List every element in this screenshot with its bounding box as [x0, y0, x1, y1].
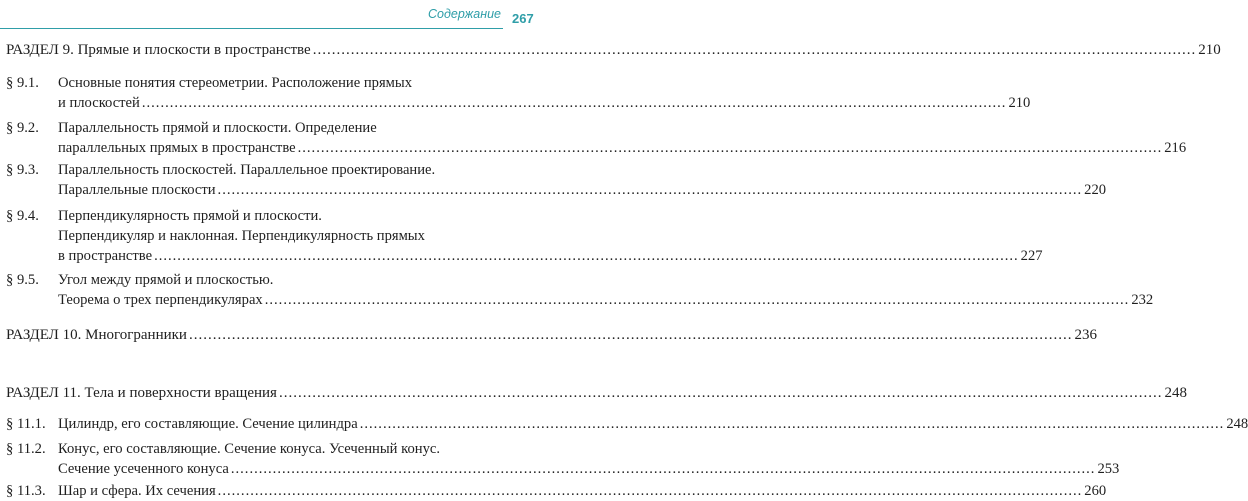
toc-entry-title: Сечение усеченного конуса	[58, 461, 229, 477]
toc-subsection-line[interactable]	[0, 290, 1154, 310]
toc-entry-number: § 11.3.	[6, 483, 46, 499]
toc-entry-title: РАЗДЕЛ 10. Многогранники	[6, 327, 187, 343]
dot-leader: ..........................................................................................................................................................................................	[217, 483, 1083, 499]
toc-entry-title: Цилиндр, его составляющие. Сечение цилиндра	[58, 416, 358, 432]
dot-leader: ..........................................................................................................................................................................................	[297, 140, 1163, 156]
toc-subsection-line[interactable]	[0, 246, 1043, 266]
toc-subsection-line[interactable]	[0, 439, 538, 459]
dot-leader: ..........................................................................................................................................................................................	[141, 95, 1007, 111]
toc-entry-title: в пространстве	[58, 248, 153, 264]
toc-subsection-line[interactable]	[0, 459, 1120, 479]
toc-entry-title: РАЗДЕЛ 9. Прямые и плоскости в пространстве	[6, 42, 311, 58]
toc-entry-title: Конус, его составляющие. Сечение конуса. Усеченный конус.	[58, 441, 440, 457]
toc-subsection-line[interactable]	[0, 118, 538, 138]
toc-subsection-line[interactable]	[0, 270, 538, 290]
toc-page-number: 227	[1020, 248, 1043, 264]
toc-entry-title: Угол между прямой и плоскостью.	[58, 272, 274, 288]
toc-section-entry[interactable]	[0, 325, 1097, 345]
toc-page-number: 220	[1084, 182, 1107, 198]
toc-subsection-line[interactable]	[0, 138, 1187, 158]
toc-entry-title: и плоскостей	[58, 95, 140, 111]
toc-entry-title: Параллельность плоскостей. Параллельное проектирование.	[58, 162, 436, 178]
toc-entry-title: Перпендикулярность прямой и плоскости.	[58, 208, 322, 224]
page-number: 267	[512, 11, 534, 26]
dot-leader: ..........................................................................................................................................................................................	[230, 461, 1096, 477]
toc-page-number: 248	[1164, 385, 1187, 401]
running-header-title: Содержание	[428, 7, 501, 21]
toc-subsection-line[interactable]	[0, 160, 538, 180]
toc-subsection-line[interactable]	[0, 93, 1031, 113]
toc-page-number: 248	[1226, 416, 1248, 432]
toc-subsection-line[interactable]	[0, 414, 1248, 434]
toc-page-number: 253	[1097, 461, 1120, 477]
toc-entry-number: § 11.1.	[6, 416, 46, 432]
toc-page-number: 216	[1164, 140, 1187, 156]
toc-entry-number: § 11.2.	[6, 441, 46, 457]
dot-leader: ..........................................................................................................................................................................................	[359, 416, 1225, 432]
toc-entry-number: § 9.2.	[6, 120, 39, 136]
toc-subsection-line[interactable]	[0, 180, 1107, 200]
toc-entry-title: Основные понятия стереометрии. Расположение прямых	[58, 75, 413, 91]
toc-entry-title: Параллельные плоскости	[58, 182, 216, 198]
dot-leader: ..........................................................................................................................................................................................	[154, 248, 1019, 264]
toc-entry-title: Теорема о трех перпендикулярах	[58, 292, 263, 308]
toc-subsection-line[interactable]	[0, 206, 538, 226]
page-header	[0, 0, 550, 36]
toc-entry-number: § 9.3.	[6, 162, 39, 178]
toc-section-entry[interactable]	[0, 40, 1221, 60]
dot-leader: ..........................................................................................................................................................................................	[217, 182, 1083, 198]
toc-subsection-line[interactable]	[0, 226, 538, 246]
toc-page-number: 232	[1131, 292, 1154, 308]
toc-page-number: 260	[1084, 483, 1107, 499]
toc-entry-title: Параллельность прямой и плоскости. Определение	[58, 120, 377, 136]
header-rule	[0, 28, 503, 29]
toc-entry-number: § 9.5.	[6, 272, 39, 288]
toc-subsection-line[interactable]	[0, 73, 538, 93]
dot-leader: ..........................................................................................................................................................................................	[312, 42, 1197, 58]
dot-leader: ..........................................................................................................................................................................................	[278, 385, 1163, 401]
toc-entry-title: РАЗДЕЛ 11. Тела и поверхности вращения	[6, 385, 277, 401]
dot-leader: ..........................................................................................................................................................................................	[264, 292, 1130, 308]
toc-page-number: 236	[1074, 327, 1097, 343]
dot-leader: ..........................................................................................................................................................................................	[188, 327, 1073, 343]
toc-entry-title: параллельных прямых в пространстве	[58, 140, 296, 156]
toc-entry-title: Перпендикуляр и наклонная. Перпендикулярность прямых	[58, 228, 425, 244]
toc-section-entry[interactable]	[0, 383, 1187, 403]
toc-entry-number: § 9.4.	[6, 208, 39, 224]
toc-page-number: 210	[1008, 95, 1031, 111]
toc-subsection-line[interactable]	[0, 481, 1107, 501]
toc-entry-title: Шар и сфера. Их сечения	[58, 483, 216, 499]
toc-entry-number: § 9.1.	[6, 75, 39, 91]
toc-page-number: 210	[1198, 42, 1221, 58]
